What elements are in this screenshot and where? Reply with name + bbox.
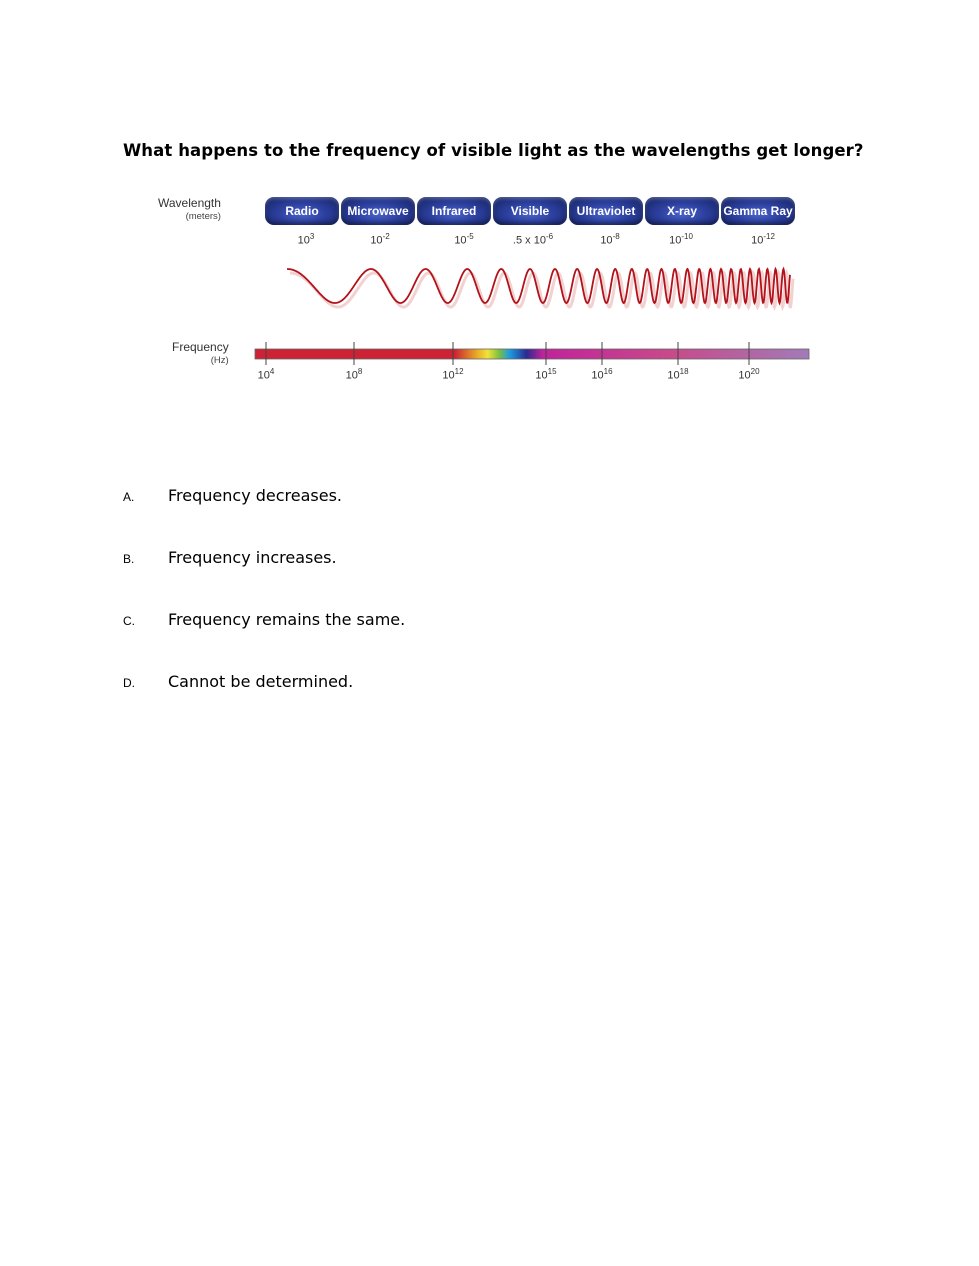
frequency-value: $10^8$ [345, 367, 363, 382]
frequency-value: $10^{15}$ [535, 367, 557, 382]
band-microwave: Microwave [341, 197, 415, 225]
choice-letter: C. [123, 614, 135, 628]
frequency-value: $10^{16}$ [591, 367, 613, 382]
choice-letter: B. [123, 552, 135, 566]
frequency-value: $10^{20}$ [738, 367, 760, 382]
band-visible: Visible [493, 197, 567, 225]
wavelength-value: $10^{-8}$ [600, 232, 620, 247]
frequency-label: Frequency (Hz) [172, 340, 229, 366]
choice-text: Frequency decreases. [168, 486, 343, 505]
frequency-value: $10^4$ [257, 367, 275, 382]
frequency-unit: (Hz) [210, 355, 229, 366]
frequency-bar [255, 349, 809, 359]
band-radio: Radio [265, 197, 339, 225]
wavelength-label: Wavelength (meters) [158, 196, 221, 222]
frequency-value: $10^{12}$ [442, 367, 464, 382]
question-text: What happens to the frequency of visible light as the wavelengths get longer? [123, 141, 864, 160]
band-xray: X-ray [645, 197, 719, 225]
band-infrared: Infrared [417, 197, 491, 225]
choice-text: Frequency remains the same. [168, 610, 406, 629]
wavelength-unit: (meters) [185, 211, 221, 222]
band-gamma-ray: Gamma Ray [721, 197, 795, 225]
choice-letter: D. [123, 676, 135, 690]
choice-text: Frequency increases. [168, 548, 337, 567]
em-spectrum-figure [148, 188, 818, 398]
choice-letter: A. [123, 490, 135, 504]
wavelength-value: $10^3$ [297, 232, 315, 247]
wavelength-value: $10^{-5}$ [454, 232, 474, 247]
choice-text: Cannot be determined. [168, 672, 354, 691]
wavelength-value: $10^{-10}$ [669, 232, 693, 247]
wavelength-value: $10^{-12}$ [751, 232, 775, 247]
frequency-value: $10^{18}$ [667, 367, 689, 382]
wavelength-value: $10^{-2}$ [370, 232, 390, 247]
band-ultraviolet: Ultraviolet [569, 197, 643, 225]
wavelength-value: .5 x $10^{-6}$ [512, 232, 554, 247]
